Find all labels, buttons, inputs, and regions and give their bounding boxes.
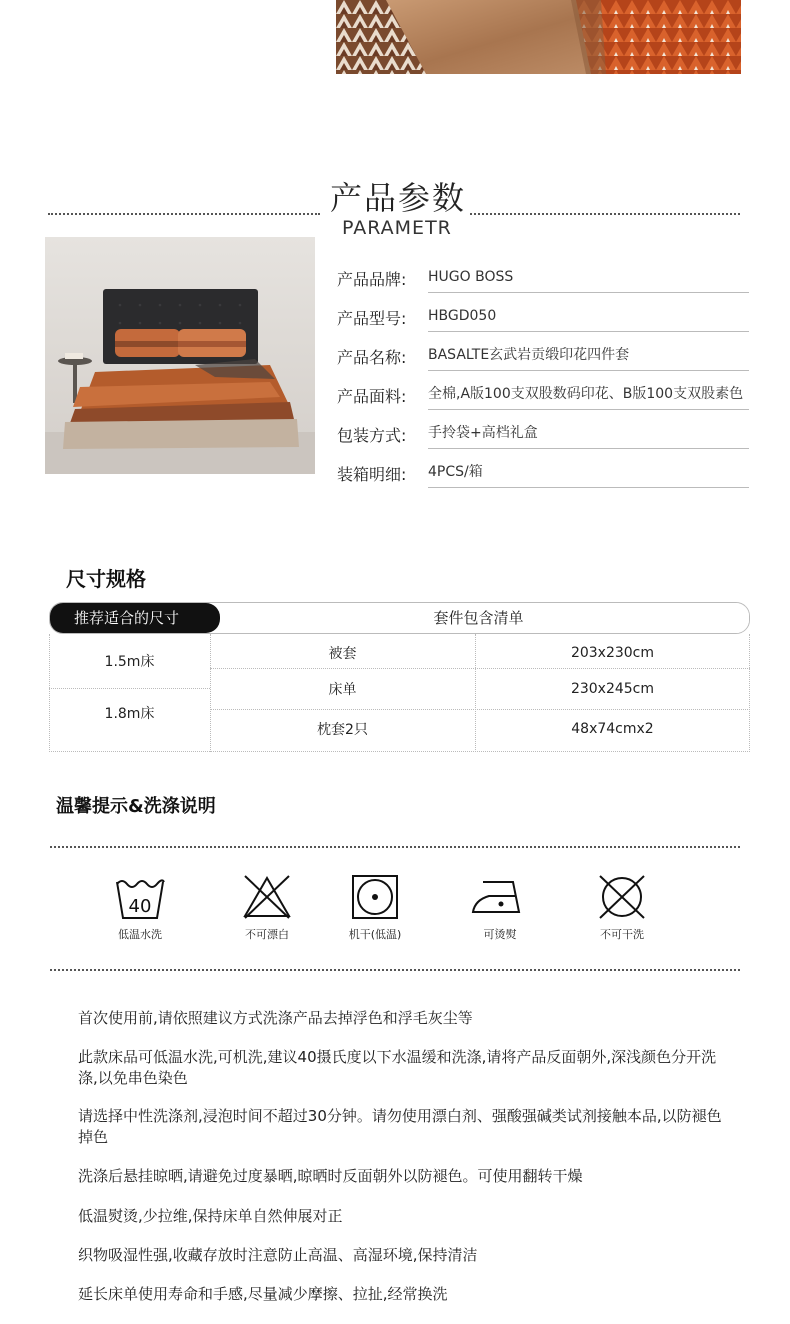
no-dry-clean-icon [596, 874, 648, 920]
care-note: 此款床品可低温水洗,可机洗,建议40摄氏度以下水温缓和洗涤,请将产品反面朝外,深浅颜色分开洗涤,以免串色染色 [78, 1048, 717, 1087]
param-underline [428, 370, 749, 371]
param-label: 产品品牌: [337, 270, 407, 289]
care-item-iron [445, 874, 555, 942]
table-row-divider [210, 709, 750, 710]
iron-icon [469, 874, 531, 920]
care-caption: 可烫熨 [483, 928, 517, 941]
param-value: HBGD050 [428, 308, 497, 324]
bed-size-cell: 1.5m床 [104, 654, 155, 670]
param-section-subtitle: PARAMETR [342, 217, 452, 239]
size-section-title: 尺寸规格 [66, 567, 146, 591]
divider-dotted-left [48, 213, 320, 215]
param-underline [428, 292, 749, 293]
wash-temp: 40 [128, 896, 152, 917]
table-row-divider [49, 688, 210, 689]
param-value: 全棉,A版100支双股数码印花、B版100支双股素色 [428, 386, 744, 402]
param-label: 产品名称: [337, 348, 407, 367]
item-size-cell: 230x245cm [570, 681, 655, 697]
care-item-no-dry-clean [567, 874, 677, 942]
care-caption: 不可干洗 [600, 928, 644, 941]
care-note: 低温熨烫,少拉维,保持床单自然伸展对正 [78, 1207, 343, 1225]
param-underline [428, 409, 749, 410]
bed-size-cell: 1.8m床 [104, 706, 155, 722]
param-label: 产品面料: [337, 387, 407, 406]
size-tabbar [49, 602, 750, 634]
item-name-cell: 枕套2只 [317, 722, 368, 738]
care-caption: 低温水洗 [118, 928, 162, 941]
item-name-cell: 被套 [328, 646, 357, 662]
care-caption: 机干(低温) [348, 928, 402, 941]
size-table [49, 634, 750, 752]
param-underline [428, 448, 749, 449]
care-item-wash [85, 874, 195, 942]
param-row-packaging [337, 421, 749, 451]
param-row-fabric [337, 382, 749, 412]
divider-dotted [50, 969, 740, 971]
param-underline [428, 331, 749, 332]
tab-included-items[interactable]: 套件包含清单 [208, 603, 749, 633]
fabric-swatch-image [336, 0, 741, 74]
param-value: HUGO BOSS [428, 269, 514, 285]
product-bed-photo [45, 237, 315, 474]
param-value: 4PCS/箱 [428, 464, 483, 480]
care-note: 织物吸湿性强,收藏存放时注意防止高温、高湿环境,保持清洁 [78, 1246, 478, 1264]
care-caption: 不可漂白 [245, 928, 289, 941]
param-label: 产品型号: [337, 309, 407, 328]
care-item-no-bleach [212, 874, 322, 942]
care-section-title: 温馨提示&洗涤说明 [56, 796, 216, 817]
care-item-tumble-dry [320, 874, 430, 942]
item-size-cell: 203x230cm [570, 645, 655, 661]
wash-40-icon [114, 874, 166, 920]
param-row-name [337, 343, 749, 373]
tab-recommended-size[interactable]: 推荐适合的尺寸 [50, 603, 220, 633]
tumble-dry-low-icon [349, 874, 401, 920]
param-underline [428, 487, 749, 488]
item-size-cell: 48x74cmx2 [571, 721, 654, 737]
param-row-brand [337, 265, 749, 295]
no-bleach-icon [241, 874, 293, 920]
care-note: 请选择中性洗涤剂,浸泡时间不超过30分钟。请勿使用漂白剂、强酸强碱类试剂接触本品,以防褪色掉色 [78, 1107, 722, 1146]
divider-dotted-right [470, 213, 740, 215]
care-note: 洗涤后悬挂晾晒,请避免过度暴晒,晾晒时反面朝外以防褪色。可使用翻转干燥 [78, 1167, 583, 1185]
param-section-title: 产品参数 [330, 179, 467, 217]
care-note: 首次使用前,请依照建议方式洗涤产品去掉浮色和浮毛灰尘等 [78, 1009, 473, 1027]
param-label: 装箱明细: [337, 465, 407, 484]
divider-dotted [50, 846, 740, 848]
param-row-model [337, 304, 749, 334]
param-row-packing-detail [337, 460, 749, 490]
table-border [49, 751, 750, 752]
param-label: 包装方式: [337, 426, 407, 445]
param-value: 手拎袋+高档礼盒 [428, 425, 538, 441]
item-name-cell: 床单 [328, 682, 357, 698]
care-note: 延长床单使用寿命和手感,尽量减少摩擦、拉扯,经常换洗 [78, 1285, 448, 1303]
param-value: BASALTE玄武岩贡缎印花四件套 [428, 347, 630, 363]
